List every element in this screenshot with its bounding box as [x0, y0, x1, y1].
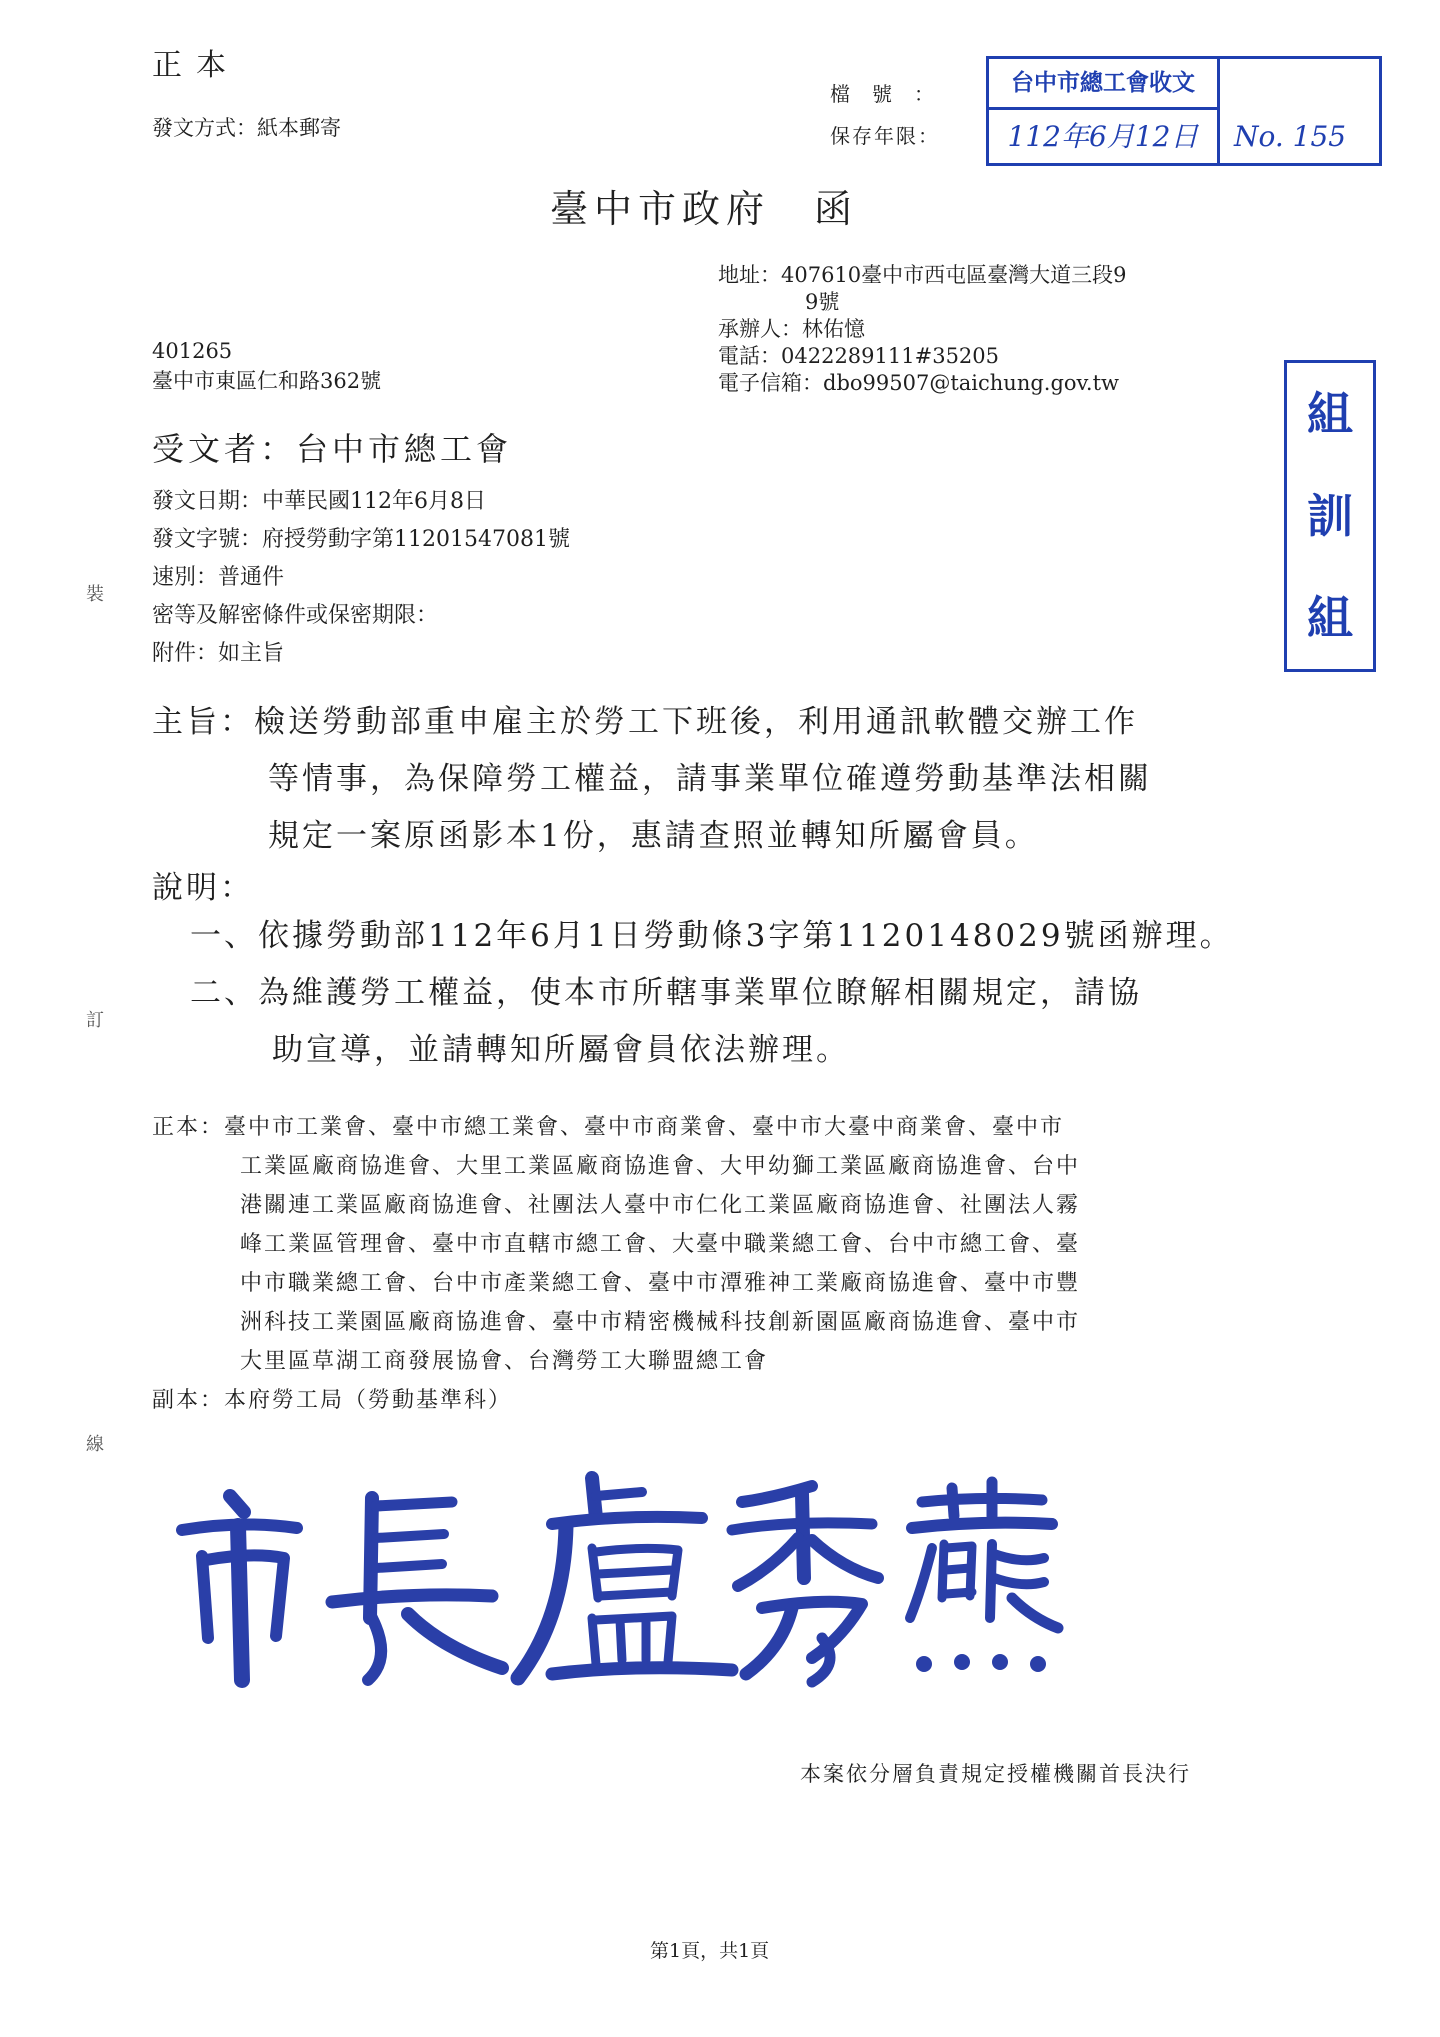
sender-address: [152, 336, 381, 396]
receipt-stamp-title: 台中市總工會收文: [989, 59, 1220, 110]
signature-brush-icon: [172, 1468, 1122, 1698]
binding-mark: 裝: [86, 584, 104, 605]
email: 電子信箱：dbo99507@taichung.gov.tw: [718, 371, 1120, 395]
attachment: 附件：如主旨: [152, 641, 285, 666]
document-meta: [152, 483, 570, 673]
cc-line: 中市職業總工會、台中市產業總工會、臺中市潭雅神工業廠商協進會、臺中市豐: [240, 1271, 1081, 1296]
contact-block: [718, 262, 1127, 397]
explanation-item-2: [190, 965, 1320, 1079]
subject-line: 主旨：檢送勞動部重申雇主於勞工下班後，利用通訊軟體交辦工作: [152, 704, 1138, 740]
approval-note: 本案依分層負責規定授權機關首長決行: [800, 1762, 1191, 1786]
department-stamp-char: 組: [1307, 591, 1353, 645]
delivery-method: 發文方式：紙本郵寄: [152, 116, 341, 140]
address-line2: 9號: [805, 290, 840, 314]
cc-line: 正本：臺中市工業會、臺中市總工業會、臺中市商業會、臺中市大臺中商業會、臺中市: [152, 1115, 1065, 1140]
sender-street: 臺中市東區仁和路362號: [152, 369, 382, 393]
receipt-stamp: [986, 56, 1382, 166]
handler: 承辦人：林佑憶: [718, 317, 865, 341]
subject-line: 規定一案原函影本1份，惠請查照並轉知所屬會員。: [268, 818, 1039, 854]
binding-mark: 線: [86, 1434, 104, 1455]
copy-recipient: 副本：本府勞工局（勞動基準科）: [152, 1388, 513, 1413]
address-line1: 地址：407610臺中市西屯區臺灣大道三段9: [718, 263, 1127, 287]
issue-date: 發文日期：中華民國112年6月8日: [152, 489, 486, 514]
mayor-signature: [172, 1468, 1122, 1702]
cc-line: 大里區草湖工商發展協會、台灣勞工大聯盟總工會: [240, 1349, 769, 1374]
sender-postal-code: 401265: [152, 339, 233, 363]
document-title: 臺中市政府 函: [550, 187, 859, 231]
copy-type: 正本: [152, 48, 240, 83]
department-stamp-char: 訓: [1307, 489, 1353, 543]
binding-mark: 訂: [86, 1010, 104, 1031]
cc-line: 港關連工業區廠商協進會、社團法人臺中市仁化工業區廠商協進會、社團法人霧: [240, 1193, 1081, 1218]
distribution-list: [152, 1108, 1302, 1420]
speed-class: 速別：普通件: [152, 565, 285, 590]
explanation-line: 一、依據勞動部112年6月1日勞動條3字第1120148029號函辦理。: [190, 918, 1234, 954]
cc-line: 峰工業區管理會、臺中市直轄市總工會、大臺中職業總工會、台中市總工會、臺: [240, 1232, 1081, 1257]
cc-line: 洲科技工業園區廠商協進會、臺中市精密機械科技創新園區廠商協進會、臺中市: [240, 1310, 1081, 1335]
secrecy-level: 密等及解密條件或保密期限：: [152, 603, 439, 628]
explanation-label: 說明：: [152, 870, 254, 906]
subject-line: 等情事，為保障勞工權益，請事業單位確遵勞動基準法相關: [268, 761, 1152, 797]
retention-period-label: 保存年限：: [830, 124, 940, 148]
phone: 電話：0422289111#35205: [718, 344, 1000, 368]
department-stamp-char: 組: [1307, 387, 1353, 441]
page-number: 第1頁，共1頁: [650, 1940, 770, 1962]
explanation-item-1: [190, 908, 1320, 965]
department-stamp: [1284, 360, 1376, 672]
receipt-stamp-number: No. 155: [1234, 120, 1347, 153]
cc-line: 工業區廠商協進會、大里工業區廠商協進會、大甲幼獅工業區廠商協進會、台中: [240, 1154, 1081, 1179]
explanation-line: 二、為維護勞工權益，使本市所轄事業單位瞭解相關規定，請協: [190, 975, 1142, 1011]
receipt-stamp-date: 112年6月12日: [989, 110, 1220, 163]
recipient: 受文者：台中市總工會: [152, 430, 513, 468]
reference-number: 發文字號：府授勞動字第11201547081號: [152, 527, 570, 552]
subject: [152, 694, 1302, 865]
file-number-label: 檔號：: [830, 82, 956, 106]
explanation-line: 助宣導，並請轉知所屬會員依法辦理。: [272, 1032, 850, 1068]
